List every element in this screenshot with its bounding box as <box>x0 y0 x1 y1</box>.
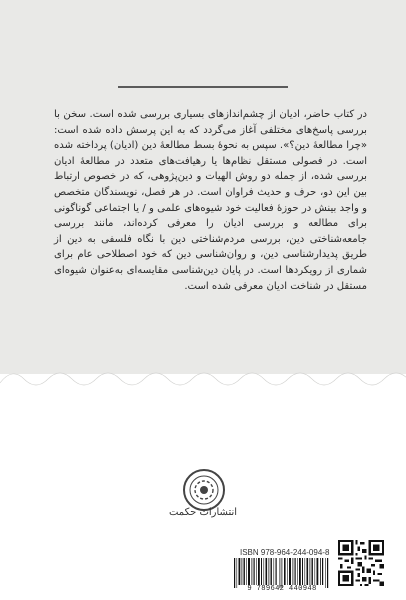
barcode-digits: 9 789642 440948 <box>247 585 317 593</box>
publisher-logo-icon <box>178 466 230 530</box>
top-rule <box>118 86 288 88</box>
synopsis-text: در کتاب حاضر، ادیان از چشم‌اندازهای بسیاری بررسی شده است. سخن با بررسی پاسخ‌های مختلفی آغاز می‌گردد که به این پرسش داده شده است: «چرا مطالعهٔ دین؟». سپس به نحوهٔ بسط مطالعهٔ دین (ادیان) پرداخته شده است. در فصولی مستقل نظام‌ها یا رهیافت‌های متعدد در مطالعهٔ ادیان بررسی شده، از جمله دو روش الهیات و دین‌پژوهی، که در خصوص ارتباط بین این دو، حرف و حدیث فراوان است. در هر فصل، نویسندگان متخصص و واجد بینش در حوزهٔ فعالیت خود شیوه‌های علمی و / یا اجتماعی گوناگونی برای مطالعه و بررسی ادیان را معرفی کرده‌اند، مانند بررسی جامعه‌شناختی دین، بررسی مردم‌شناختی دین با نگاه فلسفی به دین از طریق پدیدارشناسی دین، و روان‌شناسی دین که خود اصطلاحی عام برای شماری از رویکردها است. در پایان دین‌شناسی مقایسه‌ای به‌عنوان شیوه‌ای مستقل در شناخت ادیان معرفی شده است. <box>54 109 367 292</box>
qr-code-icon <box>338 540 384 586</box>
publisher-name: انتشارات حکمت <box>168 507 238 518</box>
isbn-text: ISBN 978-964-244-094-8 <box>240 548 330 557</box>
wave-divider <box>0 355 406 405</box>
barcode-icon <box>232 558 332 588</box>
